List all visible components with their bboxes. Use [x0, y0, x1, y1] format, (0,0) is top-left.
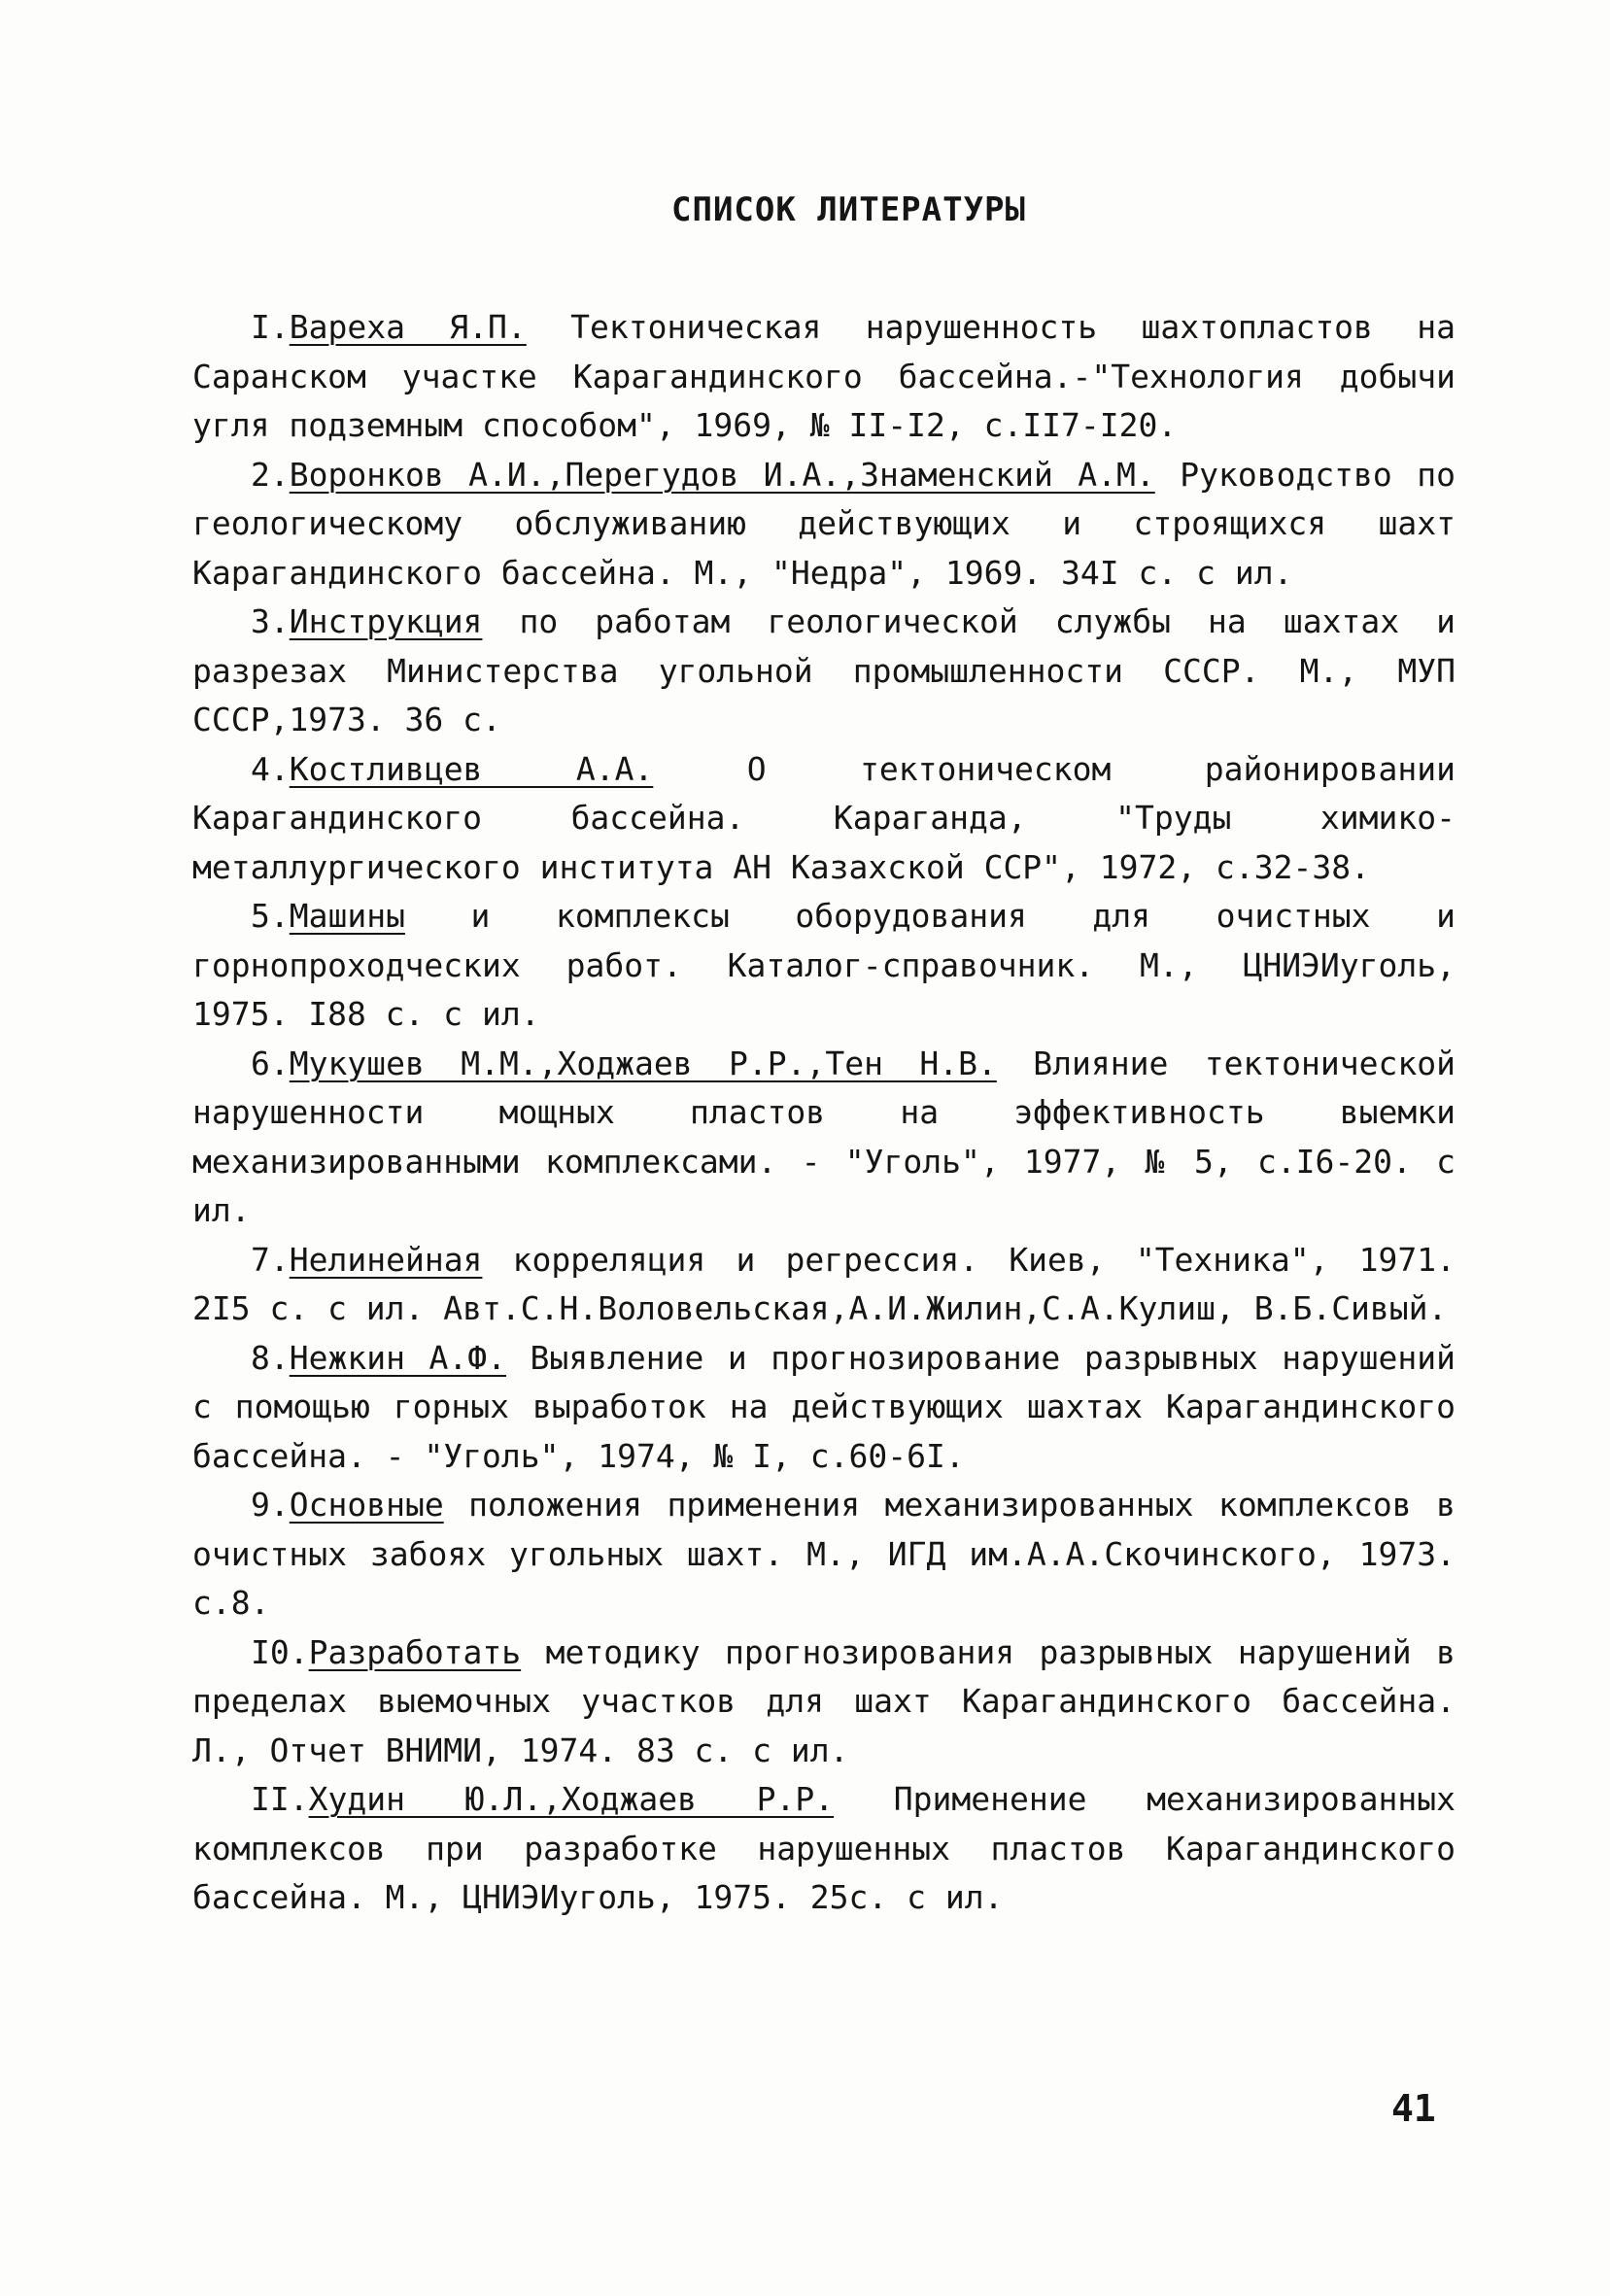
reference-lead: Инструкция — [289, 602, 483, 640]
reference-number: 9. — [251, 1486, 290, 1524]
reference-lead: Мукушев М.М.,Ходжаев Р.Р.,Тен Н.В. — [289, 1044, 997, 1082]
page-number: 41 — [1391, 2087, 1436, 2130]
reference-number: 6. — [251, 1044, 290, 1082]
reference-item — [192, 892, 1456, 1040]
reference-number: I. — [251, 308, 290, 346]
reference-number: 5. — [251, 897, 290, 935]
reference-lead: Основные — [289, 1486, 444, 1524]
reference-text: Тектоническая нарушенность шахтопластов на Саранском участке Карагандинского бассейна.-"Технология добычи угля подземным способом", 1969, № II-I2, с.II7-I20. — [192, 308, 1456, 444]
reference-number: 7. — [251, 1240, 290, 1279]
reference-number: II. — [251, 1780, 309, 1818]
reference-lead: Разработать — [308, 1632, 522, 1671]
reference-lead: Нелинейная — [289, 1240, 483, 1279]
reference-item — [192, 1481, 1456, 1628]
reference-item — [192, 1236, 1456, 1334]
reference-list — [192, 303, 1456, 1923]
reference-lead: Худин Ю.Л.,Ходжаев Р.Р. — [308, 1780, 835, 1818]
reference-text: Руководство по геологическому обслуживанию действующих и строящихся шахт Карагандинского бассейна. М., "Недра", 1969. 34I с. с ил. — [192, 455, 1456, 592]
reference-lead: Машины — [289, 897, 405, 935]
reference-lead: Нежкин А.Ф. — [289, 1338, 506, 1377]
reference-text: О тектоническом районировании Карагандинского бассейна. Караганда, "Труды химико-металлургического института АН Казахской ССР", 1972, с.32-38. — [192, 749, 1456, 886]
reference-number: 8. — [251, 1338, 290, 1377]
reference-text: по работам геологической службы на шахтах и разрезах Министерства угольной промышленности СССР. М., МУП СССР,1973. 36 с. — [192, 602, 1456, 738]
reference-lead: Костливцев А.А. — [289, 749, 654, 788]
reference-text: корреляция и регрессия. Киев, "Техника", 1971. 2I5 с. с ил. Авт.С.Н.Воловельская,А.И.Жилин,С.А.Кулиш, В.Б.Сивый. — [192, 1240, 1456, 1327]
reference-item — [192, 598, 1456, 745]
reference-text: Влияние тектонической нарушенности мощных пластов на эффективность выемки механизированными комплексами. - "Уголь", 1977, № 5, с.I6-20. с ил. — [192, 1044, 1456, 1229]
reference-item — [192, 1334, 1456, 1482]
reference-item — [192, 1628, 1456, 1776]
reference-item — [192, 303, 1456, 451]
reference-number: 2. — [251, 455, 290, 494]
reference-text: методику прогнозирования разрывных нарушений в пределах выемочных участков для шахт Карагандинского бассейна. Л., Отчет ВНИМИ, 1974. 83 с. с ил. — [192, 1632, 1456, 1769]
reference-lead: Вареха Я.П. — [289, 308, 527, 346]
reference-item — [192, 1040, 1456, 1236]
reference-item — [192, 745, 1456, 893]
reference-text: Выявление и прогнозирование разрывных нарушений с помощью горных выработок на действующих шахтах Карагандинского бассейна. - "Уголь", 1974, № I, с.60-6I. — [192, 1338, 1456, 1475]
reference-lead: Воронков А.И.,Перегудов И.А.,Знаменский А.М. — [289, 455, 1155, 494]
page-title: СПИСОК ЛИТЕРАТУРЫ — [671, 190, 1026, 229]
reference-text: положения применения механизированных комплексов в очистных забоях угольных шахт. М., ИГД им.А.А.Скочинского, 1973. с.8. — [192, 1486, 1456, 1622]
reference-number: 3. — [251, 602, 290, 640]
reference-item — [192, 1775, 1456, 1923]
reference-number: I0. — [251, 1632, 309, 1671]
reference-text: и комплексы оборудования для очистных и горнопроходческих работ. Каталог-справочник. М., ЦНИЭИуголь, 1975. I88 с. с ил. — [192, 897, 1456, 1033]
reference-number: 4. — [251, 749, 290, 788]
reference-item — [192, 451, 1456, 599]
reference-text: Применение механизированных комплексов при разработке нарушенных пластов Карагандинского бассейна. М., ЦНИЭИуголь, 1975. 25с. с ил. — [192, 1780, 1456, 1916]
